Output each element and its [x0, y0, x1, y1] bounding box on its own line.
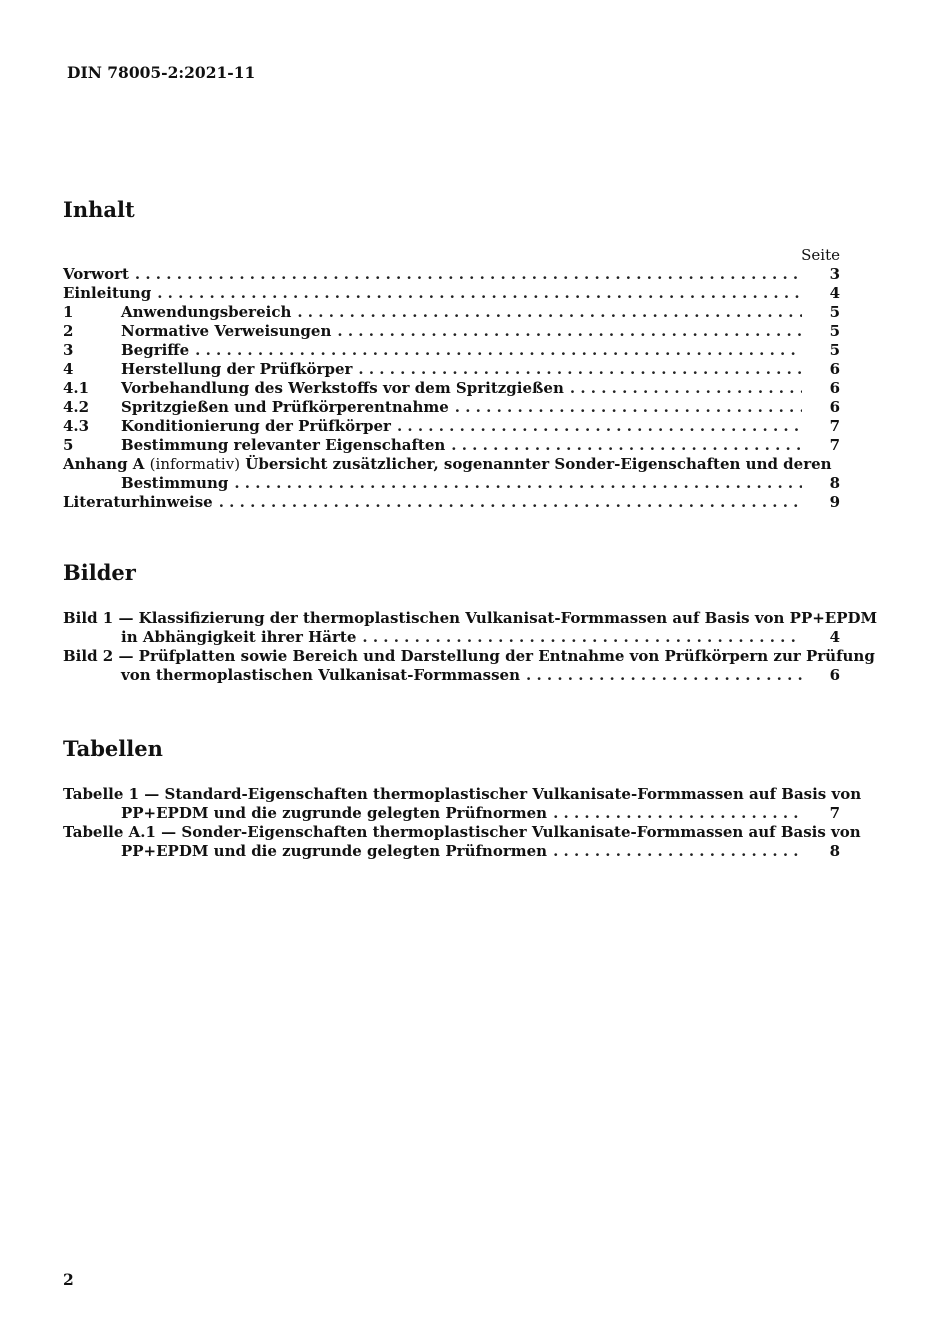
dot-leader	[547, 804, 802, 823]
figure-entry-1[interactable]	[63, 609, 878, 647]
table-entry-line1: Tabelle A.1 — Sonder-Eigenschaften thermoplastischer Vulkanisate-Formmassen auf Basis von	[63, 823, 861, 841]
annex-label: Anhang A	[63, 455, 145, 473]
toc-entry-number: 4.3	[63, 417, 90, 435]
toc-entry-title: Normative Verweisungen	[121, 322, 332, 340]
annex-type: (informativ)	[149, 455, 241, 473]
toc-entry-number: 3	[63, 341, 74, 359]
table-entry-line2: PP+EPDM und die zugrunde gelegten Prüfnormen	[121, 842, 548, 860]
toc-entry-title: Begriffe	[121, 341, 190, 359]
toc-entry-number: 4	[63, 360, 74, 378]
table-entry-line1: Tabelle 1 — Standard-Eigenschaften thermoplastischer Vulkanisate-Formmassen auf Basis von	[63, 785, 862, 803]
toc-entry-4-2[interactable]	[63, 398, 840, 417]
toc-entry-page: 5	[829, 303, 840, 321]
table-entry-page: 7	[829, 804, 840, 822]
figure-entry-line1: Bild 1 — Klassifizierung der thermoplastischen Vulkanisat-Formmassen auf Basis von PP+EPDM	[63, 609, 878, 627]
annex-title-line2: Bestimmung	[121, 474, 229, 492]
dot-leader	[151, 284, 802, 303]
toc-entry-page: 7	[829, 417, 840, 435]
table-entry-line2: PP+EPDM und die zugrunde gelegten Prüfnormen	[121, 804, 548, 822]
dot-leader	[391, 417, 802, 436]
dot-leader	[356, 628, 802, 647]
tables-heading: Tabellen	[63, 736, 163, 761]
toc-entry-number: 5	[63, 436, 74, 454]
dot-leader	[449, 398, 802, 417]
dot-leader	[564, 379, 802, 398]
toc-entry-title: Vorwort	[63, 265, 129, 283]
figure-entry-line2: in Abhängigkeit ihrer Härte	[121, 628, 357, 646]
toc-entry-page: 6	[829, 379, 840, 397]
dot-leader	[547, 842, 802, 861]
dot-leader	[331, 322, 802, 341]
dot-leader	[291, 303, 802, 322]
toc-entry-title: Einleitung	[63, 284, 152, 302]
toc-entry-title: Anwendungsbereich	[121, 303, 292, 321]
contents-heading: Inhalt	[63, 197, 135, 222]
dot-leader	[352, 360, 802, 379]
dot-leader	[189, 341, 802, 360]
contents-list	[63, 265, 840, 512]
toc-entry-page: 8	[829, 474, 840, 492]
dot-leader	[445, 436, 802, 455]
toc-entry-page: 6	[829, 360, 840, 378]
toc-entry-einleitung[interactable]	[63, 284, 840, 303]
figure-entry-page: 6	[829, 666, 840, 684]
table-entry-1[interactable]	[63, 785, 862, 823]
document-id: DIN 78005-2:2021-11	[67, 63, 256, 82]
toc-entry-1[interactable]	[63, 303, 840, 322]
page-column-label: Seite	[801, 246, 840, 264]
toc-entry-page: 4	[829, 284, 840, 302]
tables-list	[63, 785, 862, 861]
toc-entry-page: 5	[829, 322, 840, 340]
toc-entry-title: Herstellung der Prüfkörper	[121, 360, 353, 378]
toc-entry-page: 6	[829, 398, 840, 416]
annex-title-line1: Übersicht zusätzlicher, sogenannter Sonder-Eigenschaften und deren	[245, 455, 832, 473]
toc-entry-page: 5	[829, 341, 840, 359]
toc-entry-page: 7	[829, 436, 840, 454]
toc-entry-title: Konditionierung der Prüfkörper	[121, 417, 391, 435]
table-entry-a1[interactable]	[63, 823, 861, 861]
page-number: 2	[63, 1270, 74, 1289]
figure-entry-line2: von thermoplastischen Vulkanisat-Formmassen	[121, 666, 520, 684]
toc-entry-2[interactable]	[63, 322, 840, 341]
figures-list	[63, 609, 878, 685]
toc-entry-title: Bestimmung relevanter Eigenschaften	[121, 436, 446, 454]
toc-entry-number: 1	[63, 303, 74, 321]
dot-leader	[520, 666, 802, 685]
toc-entry-4[interactable]	[63, 360, 840, 379]
toc-entry-4-3[interactable]	[63, 417, 840, 436]
figure-entry-line1: Bild 2 — Prüfplatten sowie Bereich und Darstellung der Entnahme von Prüfkörpern zur Prüfung	[63, 647, 875, 665]
toc-entry-title: Spritzgießen und Prüfkörperentnahme	[121, 398, 449, 416]
dot-leader	[228, 474, 802, 493]
toc-entry-title: Literaturhinweise	[63, 493, 213, 511]
dot-leader	[129, 265, 802, 284]
toc-entry-page: 9	[829, 493, 840, 511]
toc-entry-number: 4.1	[63, 379, 90, 397]
toc-entry-3[interactable]	[63, 341, 840, 360]
toc-entry-title: Vorbehandlung des Werkstoffs vor dem Spritzgießen	[121, 379, 564, 397]
toc-entry-page: 3	[829, 265, 840, 283]
figure-entry-2[interactable]	[63, 647, 875, 685]
toc-entry-4-1[interactable]	[63, 379, 840, 398]
toc-entry-vorwort[interactable]	[63, 265, 840, 284]
dot-leader	[213, 493, 802, 512]
table-entry-page: 8	[829, 842, 840, 860]
toc-entry-annex-a[interactable]	[63, 455, 840, 493]
toc-entry-number: 4.2	[63, 398, 90, 416]
toc-entry-bibliography[interactable]	[63, 493, 840, 512]
figure-entry-page: 4	[829, 628, 840, 646]
toc-entry-5[interactable]	[63, 436, 840, 455]
toc-entry-number: 2	[63, 322, 74, 340]
figures-heading: Bilder	[63, 560, 136, 585]
